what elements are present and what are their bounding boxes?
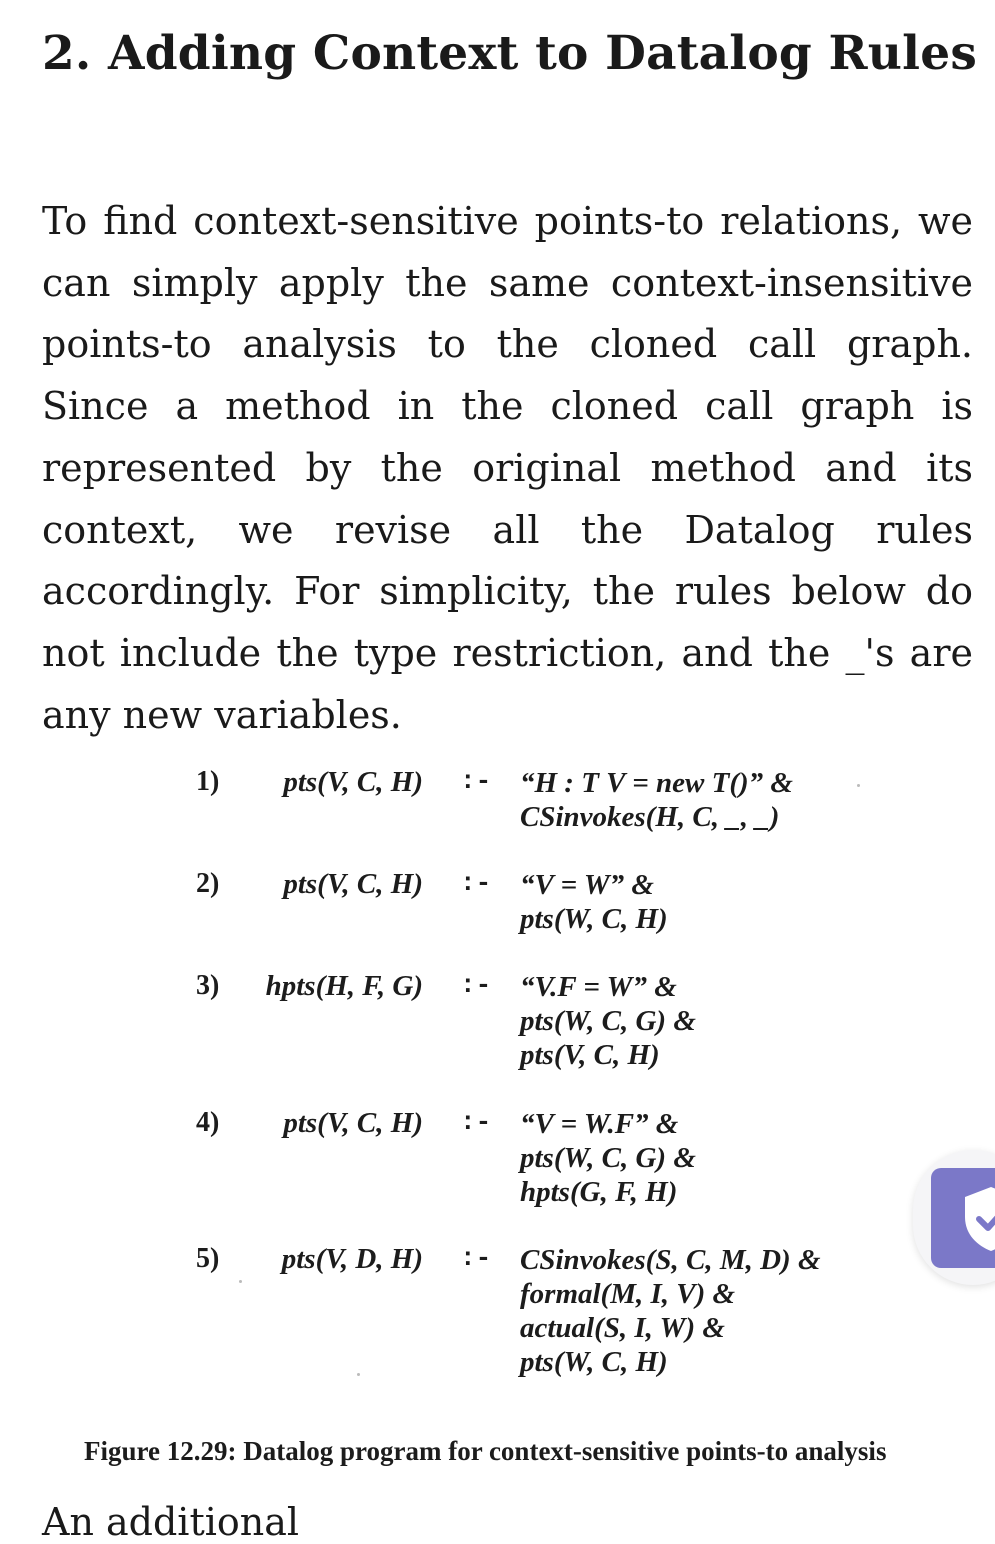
- rule-body-line: pts(W, C, G) &: [520, 1005, 696, 1037]
- scan-speck: [357, 1373, 360, 1376]
- rule-head: pts(V, C, H): [283, 766, 423, 798]
- scan-speck: [239, 1280, 242, 1283]
- rule-body: [520, 766, 793, 834]
- body-paragraph: To find context-sensitive points-to relations, we can simply apply the same context-insensitive points-to analysis to the cloned call graph. Since a method in the cloned call graph is represented by the original method and its context, we revise all the Datalog rules accordingly. For simplicity, the rules below do not include the type restriction, and the _'s are any new variables.: [42, 199, 973, 737]
- rule-body-line: “H : T V = new T()” &: [520, 767, 793, 799]
- rule-body-line: CSinvokes(S, C, M, D) &: [520, 1244, 821, 1276]
- rule-body-line: “V = W.F” &: [520, 1108, 679, 1140]
- rule-body-line: “V = W” &: [520, 869, 654, 901]
- rule-number: 4): [196, 1107, 220, 1138]
- rule-body-line: pts(W, C, G) &: [520, 1142, 696, 1174]
- rule-body-line: pts(V, C, H): [520, 1039, 660, 1071]
- rule-separator: :-: [460, 1107, 492, 1137]
- cutoff-text: An additional: [42, 1500, 300, 1544]
- rule-number: 5): [196, 1243, 220, 1274]
- rule-body-line: formal(M, I, V) &: [520, 1278, 736, 1310]
- rule-head: pts(V, C, H): [283, 868, 423, 900]
- rule-head: hpts(H, F, G): [265, 970, 423, 1002]
- rule-body-line: “V.F = W” &: [520, 971, 677, 1003]
- rule-separator: :-: [460, 766, 492, 796]
- section-heading: 2. Adding Context to Datalog Rules: [42, 26, 977, 81]
- rule-body-line: pts(W, C, H): [520, 903, 668, 935]
- rule-separator: :-: [460, 868, 492, 898]
- rule-separator: :-: [460, 970, 492, 1000]
- rule-separator: :-: [460, 1243, 492, 1273]
- rule-body-line: CSinvokes(H, C, _, _): [520, 801, 780, 833]
- rule-number: 1): [196, 766, 220, 797]
- scan-speck: [857, 784, 860, 787]
- rule-head: pts(V, C, H): [283, 1107, 423, 1139]
- shield-check-icon[interactable]: [931, 1168, 995, 1268]
- rule-number: 3): [196, 970, 220, 1001]
- rule-body-line: hpts(G, F, H): [520, 1176, 678, 1208]
- rule-head: pts(V, D, H): [281, 1243, 423, 1275]
- rule-body-line: pts(W, C, H): [520, 1346, 668, 1378]
- rule-body: [520, 970, 696, 1072]
- figure-caption: Figure 12.29: Datalog program for context-sensitive points-to analysis: [84, 1436, 887, 1466]
- rule-body: [520, 1107, 696, 1209]
- rule-number: 2): [196, 868, 220, 899]
- rule-body: [520, 868, 668, 936]
- rule-body: [520, 1243, 821, 1379]
- rule-body-line: actual(S, I, W) &: [520, 1312, 725, 1344]
